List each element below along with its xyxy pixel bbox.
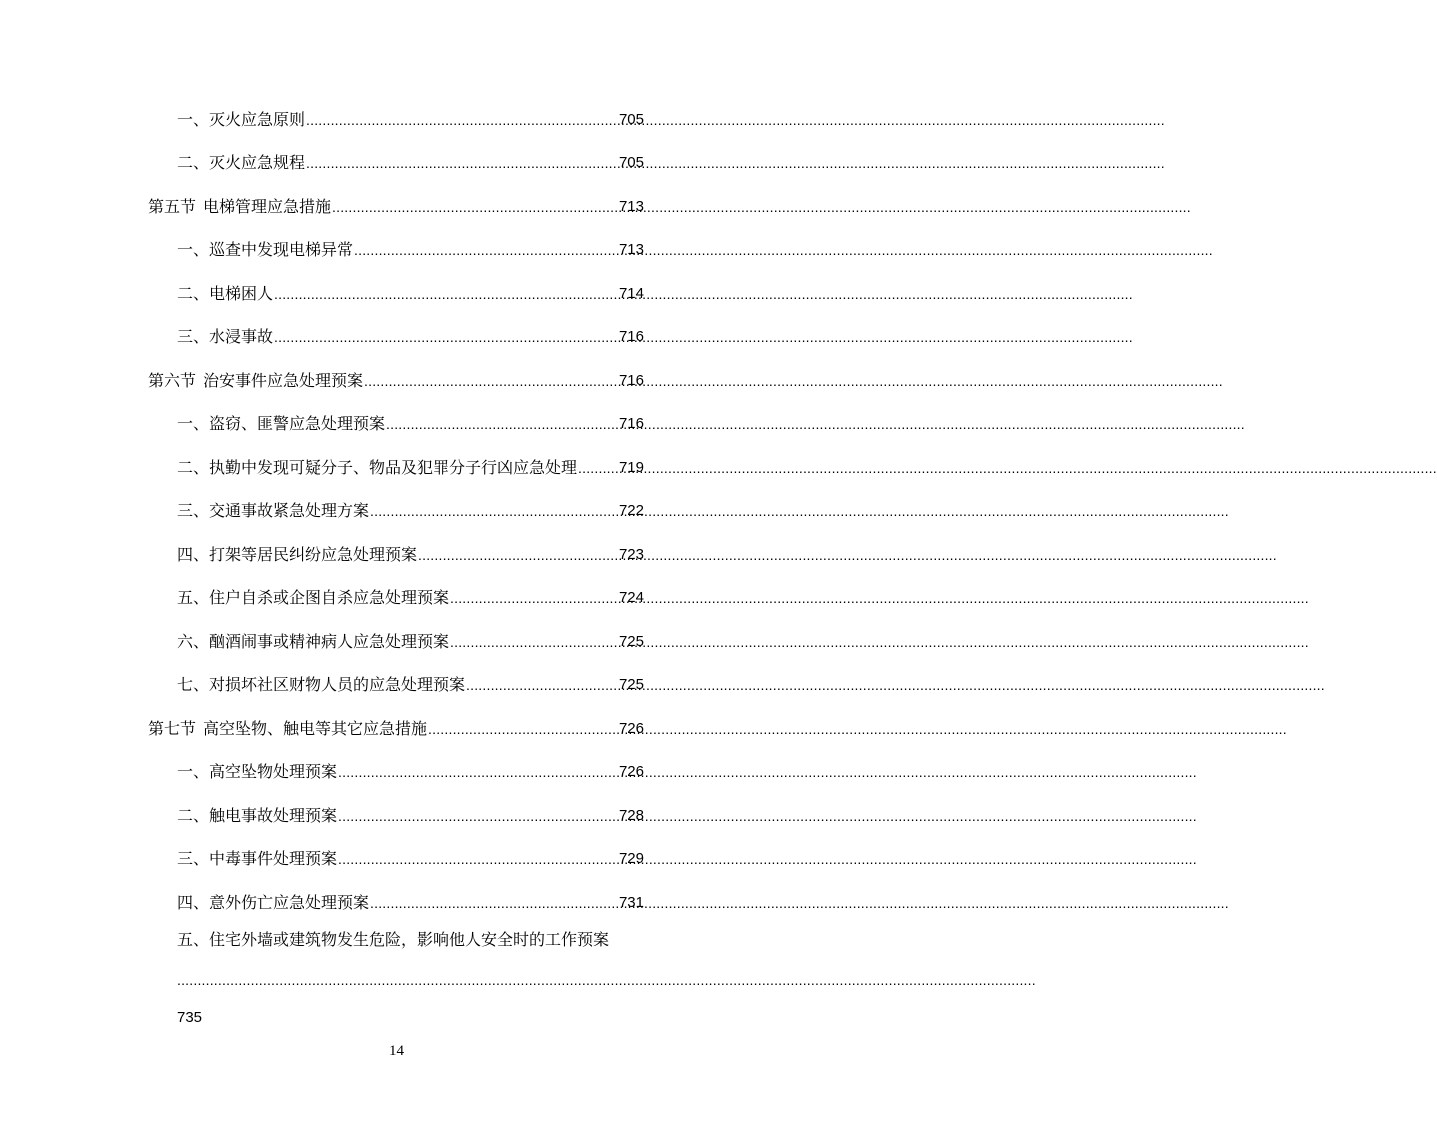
dot-leader (466, 675, 618, 695)
toc-section-entry[interactable] (148, 365, 644, 391)
toc-entry[interactable] (177, 539, 644, 565)
toc-entry[interactable] (177, 452, 644, 478)
toc-entry-page: 731 (618, 894, 644, 911)
toc-entry-number: 二、 (177, 284, 210, 303)
toc-entry[interactable] (177, 321, 644, 347)
dot-leader (274, 284, 618, 304)
toc-entry-number: 四、 (177, 545, 210, 564)
dot-leader (177, 970, 643, 990)
toc-entry-text (148, 371, 363, 391)
toc-entry-page: 713 (618, 241, 644, 258)
dot-leader (450, 632, 618, 652)
dot-leader (428, 719, 618, 739)
dot-leader (338, 806, 618, 826)
toc-entry[interactable] (177, 843, 644, 869)
toc-entry-number: 七、 (177, 675, 210, 694)
toc-entry-page: 726 (618, 720, 644, 737)
toc-entry-text (148, 719, 427, 739)
toc-entry[interactable] (177, 278, 644, 304)
toc-entry-title: 住户自杀或企图自杀应急处理预案 (209, 588, 450, 607)
toc-entry-number: 五、 (177, 588, 210, 607)
toc-entry-text (177, 806, 337, 826)
toc-entry-text (177, 284, 273, 304)
toc-entry-title: 灭火应急规程 (209, 153, 306, 172)
toc-entry[interactable] (177, 669, 644, 695)
toc-entry-title: 对损坏社区财物人员的应急处理预案 (209, 675, 466, 694)
toc-entry-number: 四、 (177, 893, 210, 912)
toc-entry[interactable] (177, 147, 644, 173)
toc-entry-title: 触电事故处理预案 (209, 806, 338, 825)
toc-entry-text (177, 501, 369, 521)
dot-leader (306, 153, 618, 173)
toc-entry-title: 打架等居民纠纷应急处理预案 (209, 545, 418, 564)
toc-entry-title: 住宅外墙或建筑物发生危险，影响他人安全时的工作预案 (209, 930, 610, 949)
toc-section-title: 治安事件应急处理预案 (203, 371, 364, 390)
toc-entry[interactable] (177, 104, 644, 130)
toc-entry-page: 716 (618, 415, 644, 432)
toc-entry-title: 高空坠物处理预案 (209, 762, 338, 781)
toc-entry-page: 723 (618, 546, 644, 563)
toc-entry-title: 中毒事件处理预案 (209, 849, 338, 868)
dot-leader (354, 240, 618, 260)
dot-leader (338, 849, 618, 869)
toc-entry[interactable] (177, 582, 644, 608)
dot-leader (370, 893, 618, 913)
toc-entry-page: 722 (618, 502, 644, 519)
dot-leader (338, 762, 618, 782)
dot-leader (578, 458, 618, 478)
toc-entry-page: 725 (618, 676, 644, 693)
toc-entry-page: 735 (177, 1009, 203, 1026)
toc-entry-number: 一、 (177, 762, 210, 781)
toc-entry-page: 726 (618, 763, 644, 780)
page-number: 14 (389, 1043, 404, 1059)
toc-entry-text (177, 110, 305, 130)
dot-leader (332, 197, 618, 217)
toc-section-entry[interactable] (148, 713, 644, 739)
toc-entry[interactable] (177, 234, 644, 260)
toc-entry-title: 意外伤亡应急处理预案 (209, 893, 370, 912)
toc-entry-text (177, 762, 337, 782)
toc-entry-title: 交通事故紧急处理方案 (209, 501, 370, 520)
toc-entry-number: 三、 (177, 327, 210, 346)
dot-leader (306, 110, 618, 130)
dot-leader (386, 414, 618, 434)
toc-entry-page: 725 (618, 633, 644, 650)
toc-entry-number: 三、 (177, 501, 210, 520)
dot-leader (418, 545, 618, 565)
toc-entry-number: 二、 (177, 153, 210, 172)
toc-entry-number: 一、 (177, 110, 210, 129)
toc-entry[interactable] (177, 408, 644, 434)
toc-entry-number: 二、 (177, 806, 210, 825)
toc-section-number: 第五节 (148, 197, 197, 216)
toc-entry-number: 一、 (177, 414, 210, 433)
toc-entry-page: 728 (618, 807, 644, 824)
toc-entry-number: 二、 (177, 458, 210, 477)
toc-entry-text (177, 240, 353, 260)
toc-entry-page: 716 (618, 328, 644, 345)
toc-entry-text (177, 414, 385, 434)
toc-entry-title: 电梯困人 (209, 284, 274, 303)
toc-section-number: 第六节 (148, 371, 197, 390)
toc-entry[interactable] (177, 495, 644, 521)
dot-leader (450, 588, 618, 608)
dot-leader (364, 371, 618, 391)
toc-entry-page: 724 (618, 589, 644, 606)
toc-entry-text (177, 153, 305, 173)
toc-entry[interactable] (177, 756, 644, 782)
toc-entry-title: 酗酒闹事或精神病人应急处理预案 (209, 632, 450, 651)
toc-entry[interactable] (177, 887, 644, 913)
toc-entry-page: 714 (618, 285, 644, 302)
toc-entry-text (177, 588, 449, 608)
toc-entry[interactable] (177, 626, 644, 652)
toc-entry-number: 六、 (177, 632, 210, 651)
toc-entry-text (177, 849, 337, 869)
toc-entry-number: 三、 (177, 849, 210, 868)
toc-section-number: 第七节 (148, 719, 197, 738)
toc-entry-text (177, 458, 577, 478)
toc-entry-title: 执勤中发现可疑分子、物品及犯罪分子行凶应急处理 (209, 458, 578, 477)
toc-entry-page: 729 (618, 850, 644, 867)
toc-section-entry[interactable] (148, 191, 644, 217)
toc-section-title: 高空坠物、触电等其它应急措施 (203, 719, 428, 738)
toc-entry-page: 705 (618, 111, 644, 128)
toc-entry-page: 719 (618, 459, 644, 476)
toc-entry-text (177, 632, 449, 652)
toc-entry-text (148, 197, 331, 217)
toc-entry-text (177, 930, 644, 952)
toc-entry-text (177, 893, 369, 913)
toc-entry-number: 一、 (177, 240, 210, 259)
toc-entry-text (177, 545, 417, 565)
toc-entry-title: 水浸事故 (209, 327, 274, 346)
toc-entry-page: 713 (618, 198, 644, 215)
toc-entry-text (177, 327, 273, 347)
toc-entry-title: 盗窃、匪警应急处理预案 (209, 414, 386, 433)
toc-entry-page: 705 (618, 154, 644, 171)
toc-entry-text (177, 675, 465, 695)
dot-leader (274, 327, 618, 347)
toc-entry-page: 716 (618, 372, 644, 389)
toc-entry-title: 灭火应急原则 (209, 110, 306, 129)
toc-entry[interactable] (177, 930, 644, 1026)
dot-leader (370, 501, 618, 521)
toc-entry-number: 五、 (177, 930, 210, 949)
toc-entry[interactable] (177, 800, 644, 826)
toc-entry-title: 巡查中发现电梯异常 (209, 240, 354, 259)
toc-section-title: 电梯管理应急措施 (203, 197, 332, 216)
